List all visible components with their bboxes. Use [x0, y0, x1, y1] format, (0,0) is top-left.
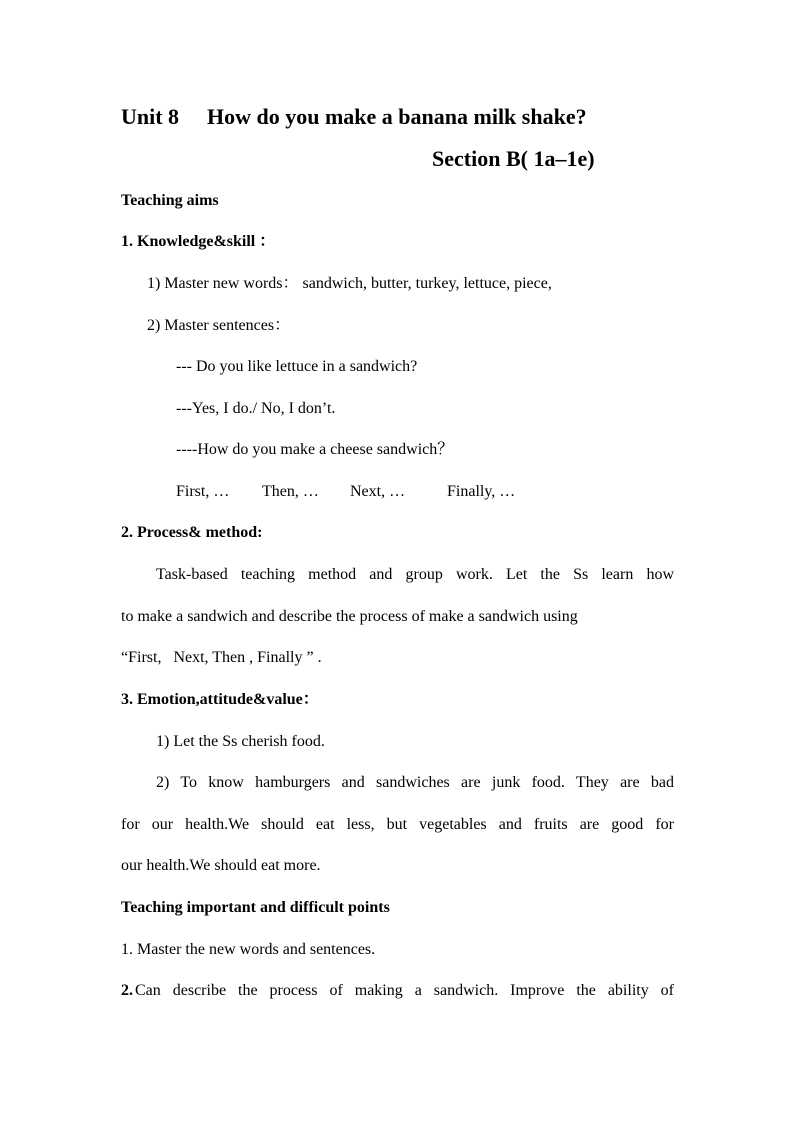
key-point-item: 1. Master the new words and sentences.: [121, 941, 376, 958]
process-paragraph-line: “First, Next, Then , Finally ” .: [121, 649, 322, 666]
page-title: How do you make a banana milk shake?: [207, 104, 587, 129]
emotion-point: 1) Let the Ss cherish food.: [156, 733, 325, 750]
teaching-aims-heading: Teaching aims: [121, 192, 219, 209]
emotion-heading: 3. Emotion,attitude&value：: [121, 691, 319, 708]
key-points-heading: Teaching important and difficult points: [121, 899, 390, 916]
knowledge-skill-heading: 1. Knowledge&skill ：: [121, 233, 276, 250]
new-words-item: 1) Master new words： sandwich, butter, turkey, lettuce, piece,: [147, 275, 552, 292]
sequence-word: Next, …: [350, 483, 406, 500]
key-point-item: Can describe the process of making a sandwich. Improve the ability of: [135, 982, 674, 999]
sequence-word: Then, …: [262, 483, 319, 500]
emotion-paragraph-line: 2) To know hamburgers and sandwiches are junk food. They are bad: [156, 774, 674, 791]
process-paragraph-line: to make a sandwich and describe the process of make a sandwich using: [121, 608, 578, 625]
sentence-line: --- Do you like lettuce in a sandwich?: [176, 358, 418, 375]
emotion-paragraph-line: our health.We should eat more.: [121, 857, 321, 874]
sequence-word: First, …: [176, 483, 230, 500]
sentence-line: ----How do you make a cheese sandwich？: [176, 441, 454, 458]
section-subtitle: Section B( 1a–1e): [432, 146, 595, 171]
sentences-label: 2) Master sentences：: [147, 317, 291, 334]
process-method-heading: 2. Process& method:: [121, 524, 263, 541]
emotion-paragraph-line: for our health.We should eat less, but vegetables and fruits are good for: [121, 816, 674, 833]
key-point-number: 2.: [121, 982, 133, 999]
unit-label: Unit 8: [121, 104, 180, 129]
sequence-word: Finally, …: [447, 483, 516, 500]
process-paragraph-line: Task-based teaching method and group work. Let the Ss learn how: [156, 566, 674, 583]
sentence-line: ---Yes, I do./ No, I don’t.: [176, 400, 336, 417]
